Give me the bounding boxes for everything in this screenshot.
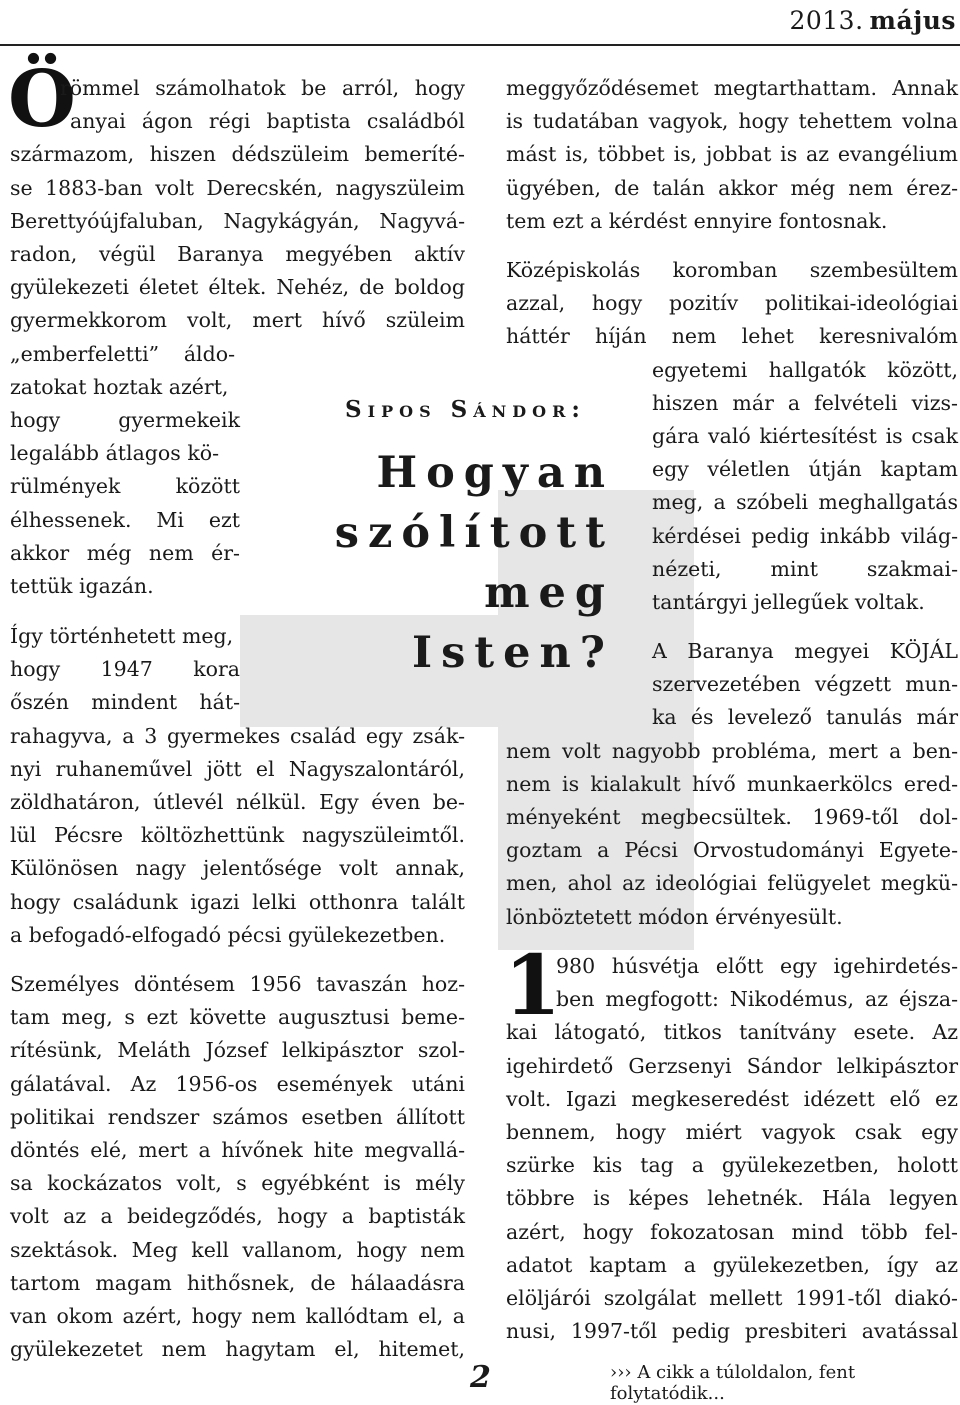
text-line: römmel számolhatok be arról, hogy	[60, 76, 465, 100]
left-paragraph-3	[10, 968, 465, 1366]
text-line: gyülekezetet nem hagytam el, hitemet,	[10, 1337, 465, 1362]
text-line: őszén mindent hát-	[10, 690, 240, 715]
text-line: Berettyóújfaluban, Nagykágyán, Nagyvá-	[10, 208, 465, 233]
text-line: rítésünk, Meláth József lelkipásztor szol-	[10, 1038, 465, 1063]
text-line: szürke kis tag a gyülekezetben, holott	[506, 1153, 958, 1178]
text-line: hogy 1947 kora	[10, 657, 240, 682]
right-paragraph-1	[506, 72, 958, 238]
text-line: Különösen nagy jelentősége volt annak,	[10, 856, 465, 881]
text-line: nyi ruhaneművel jött el Nagyszalontáról,	[10, 756, 465, 781]
text-line: ka és levelező tanulás már	[652, 705, 958, 730]
text-line: adatot kaptam a gyülekezetben, így az	[506, 1252, 958, 1277]
text-line: ben megfogott: Nikodémus, az éjsza-	[556, 987, 958, 1012]
text-line: rülmények között	[10, 474, 240, 499]
text-line: tantárgyi jellegűek voltak.	[652, 590, 925, 615]
text-line: döntés elé, mert a hívőnek hite megvallá-	[10, 1138, 465, 1163]
text-line: anyai ágon régi baptista családból	[70, 109, 465, 134]
text-line: volt az a beidegződés, hogy a baptisták	[10, 1204, 465, 1229]
text-line: azért, hogy fokozatosan mind több fel-	[506, 1219, 958, 1244]
header-month: május	[869, 6, 956, 35]
text-line: volt. Igazi megkeseredést idézett elő ez	[506, 1086, 958, 1111]
text-line: gára való kiértesítést is csak	[652, 424, 958, 449]
text-line: nem is kialakult hívő munkaerkölcs ered-	[506, 771, 958, 796]
text-line: a befogadó-elfogadó pécsi gyülekezetben.	[10, 922, 446, 947]
text-line: goztam a Pécsi Orvostudományi Egyete-	[506, 838, 958, 863]
header-date	[789, 6, 956, 35]
text-line: azzal, hogy pozitív politikai-ideológiai	[506, 291, 958, 316]
text-line: szektások. Meg kell vallanom, hogy nem	[10, 1237, 465, 1262]
text-line: men, ahol az ideológiai felügyelet megkü-	[506, 871, 958, 896]
dropcap-right: 1	[504, 938, 562, 1034]
article-title-line-1: Hogyan	[376, 448, 614, 498]
header-year: 2013.	[789, 6, 864, 35]
right-paragraph-4	[506, 950, 958, 1348]
article-title-line-3: meg	[484, 568, 614, 618]
text-line: sa kockázatos volt, s egyébként is mély	[10, 1171, 465, 1196]
text-line: se 1883-ban volt Derecskén, nagyszüleim	[10, 175, 465, 200]
text-line: tartom magam hithősnek, de hálaadásra	[10, 1270, 465, 1295]
text-line: lönböztetett módon érvényesült.	[506, 904, 843, 929]
text-line: elöljárói szolgálat mellett 1991-től diakó-	[506, 1286, 958, 1311]
text-line: nusi, 1997-től pedig presbiteri avatással	[506, 1319, 958, 1344]
text-line: kérdései pedig inkább világ-	[652, 523, 958, 548]
text-line: ményeként megbecsültek. 1969-től dol-	[506, 805, 958, 830]
article-author: Sipos Sándor:	[345, 396, 586, 423]
text-line: igehirdető Gerzsenyi Sándor lelkipásztor	[506, 1053, 958, 1078]
continued-note: ››› A cikk a túloldalon, fent folytatódik...	[610, 1362, 856, 1404]
text-line: akkor még nem ér-	[10, 540, 240, 565]
text-line: Így történhetett meg,	[10, 624, 234, 648]
text-line: gálatával. Az 1956-os események utáni	[10, 1071, 465, 1096]
text-line: származom, hiszen dédszüleim bemeríté-	[10, 142, 465, 167]
text-line: nézeti, mint szakmai-	[652, 556, 958, 581]
text-line: hogy gyermekeik	[10, 408, 240, 433]
text-line: zöldhatáron, útlevél nélkül. Egy éven be-	[10, 790, 465, 815]
text-line: van okom azért, hogy nem kallódtam el, a	[10, 1304, 465, 1329]
text-line: szervezetében végzett mun-	[652, 672, 958, 697]
text-line: tam meg, s ezt követte augusztusi beme-	[10, 1005, 465, 1030]
right-paragraph-2	[506, 254, 958, 619]
text-line: bennem, hogy miért vagyok csak egy	[506, 1120, 958, 1145]
text-line: is tudatában vagyok, hogy tehettem volna	[506, 109, 958, 134]
text-line: gyermekkorom volt, mert hívő szüleim	[10, 308, 465, 333]
text-line: Személyes döntésem 1956 tavaszán hoz-	[10, 972, 465, 996]
text-line: háttér híján nem lehet keresnivalóm	[506, 324, 958, 349]
article-title-line-2: szólított	[334, 508, 614, 558]
text-line: ügyében, de talán akkor még nem érez-	[506, 175, 958, 200]
text-line: hiszen már a felvételi vizs-	[652, 390, 958, 415]
text-line: kai látogató, titkos tanítvány esete. Az	[506, 1020, 958, 1045]
article-title-line-4: Isten?	[411, 628, 614, 678]
text-line: hogy családunk igazi lelki otthonra talált	[10, 889, 465, 914]
text-line: lül Pécsre költözhettünk nagyszüleimtől.	[10, 823, 465, 848]
text-line: meg, a szóbeli meghallgatás	[652, 490, 958, 515]
text-line: rahagyva, a 3 gyermekes család egy zsák-	[10, 723, 465, 748]
text-line: egy véletlen útján kaptam	[652, 457, 958, 482]
right-paragraph-3	[506, 635, 958, 934]
text-line: nem volt nagyobb probléma, mert a ben-	[506, 738, 958, 763]
dropcap-left: Ö	[8, 54, 76, 145]
text-line: egyetemi hallgatók között,	[652, 357, 958, 382]
page-number: 2	[470, 1360, 491, 1395]
text-line: radon, végül Baranya megyében aktív	[10, 242, 465, 267]
left-paragraph-2	[10, 620, 465, 952]
text-line: mást is, többet is, jobbat is az evangélium	[506, 142, 958, 167]
text-line: zatokat hoztak azért,	[10, 374, 229, 399]
text-line: 980 húsvétja előtt egy igehirdetés-	[556, 954, 958, 978]
text-line: „emberfeletti” áldo-	[10, 341, 235, 366]
text-line: tem ezt a kérdést ennyire fontosnak.	[506, 208, 888, 233]
text-line: tettük igazán.	[10, 574, 154, 599]
header-rule	[0, 44, 960, 46]
text-line: élhessenek. Mi ezt	[10, 507, 240, 532]
text-line: gyülekezeti életet éltek. Nehéz, de boldog	[10, 275, 465, 300]
text-line: politikai rendszer számos esetben állított	[10, 1104, 465, 1129]
text-line: meggyőződésemet megtarthattam. Annak	[506, 76, 958, 100]
text-line: többre is képes lehetnék. Hála legyen	[506, 1186, 958, 1211]
text-line: legalább átlagos kö-	[10, 441, 220, 466]
text-line: Középiskolás koromban szembesültem	[506, 258, 958, 282]
text-line: A Baranya megyei KÖJÁL	[652, 639, 958, 663]
